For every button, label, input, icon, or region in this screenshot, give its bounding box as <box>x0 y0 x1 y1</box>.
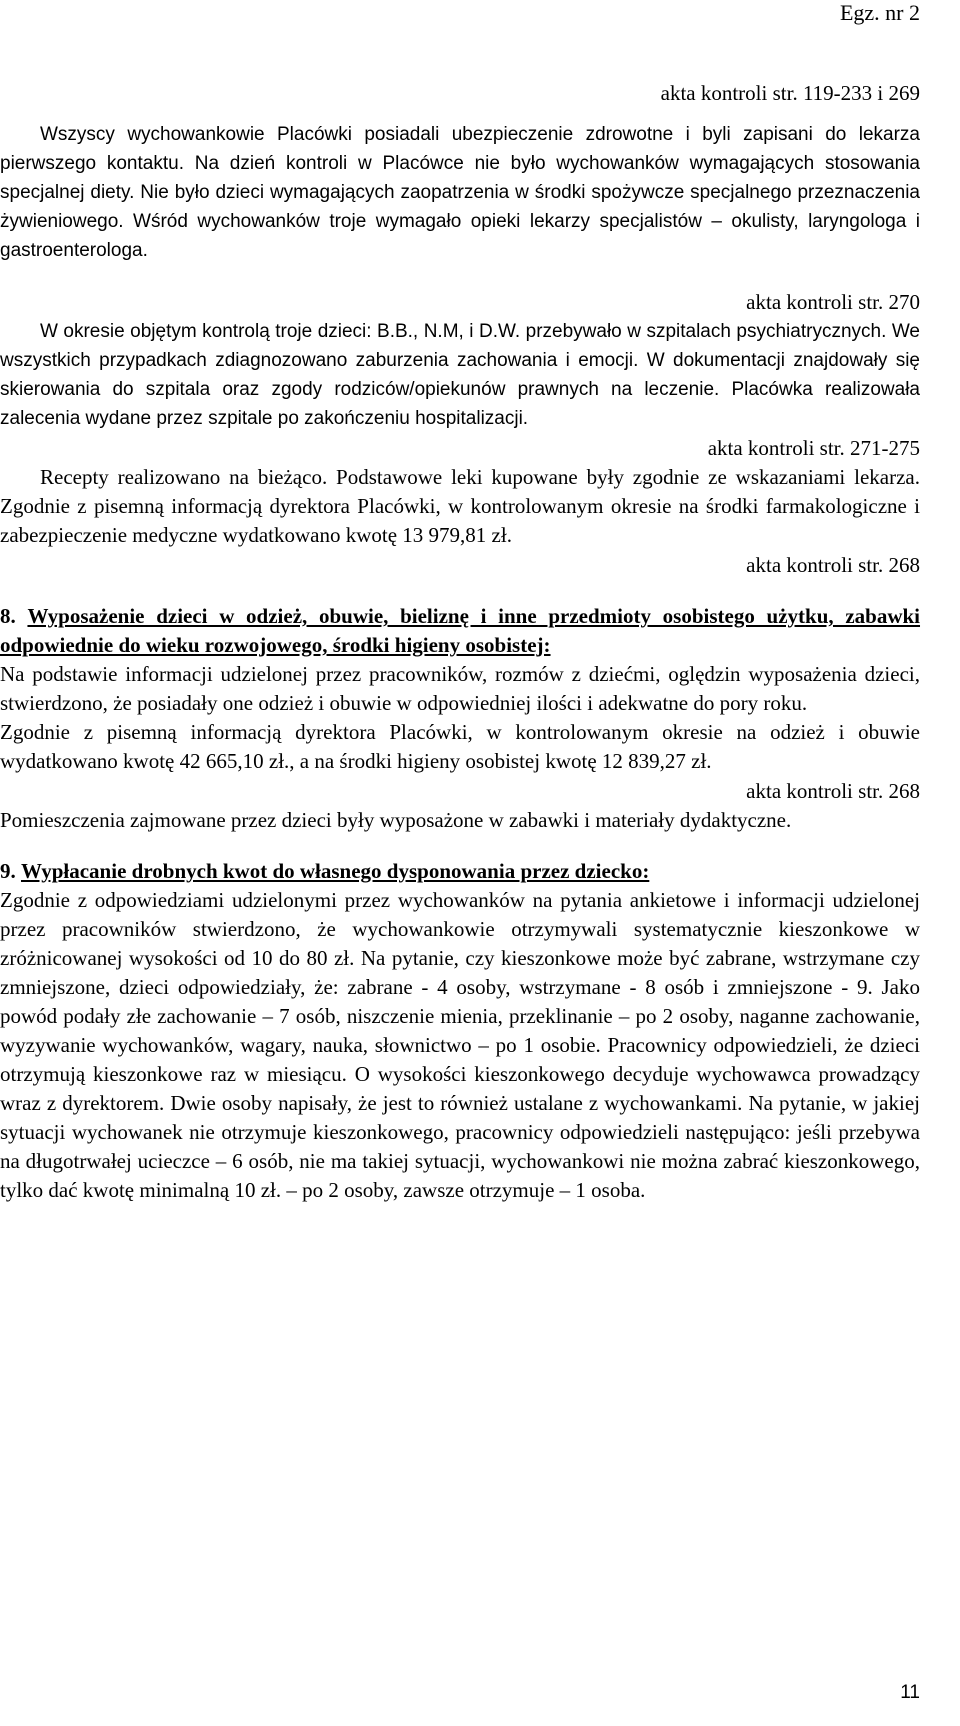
page-number: 11 <box>900 1682 920 1703</box>
section-8-heading <box>0 602 920 660</box>
section-title: Wypłacanie drobnych kwot do własnego dysponowania przez dziecko: <box>21 859 650 883</box>
paragraph-toys: Pomieszczenia zajmowane przez dzieci były wyposażone w zabawki i materiały dydaktyczne. <box>0 808 792 832</box>
document-body <box>0 78 920 1205</box>
paragraph-prescriptions: Recepty realizowano na bieżąco. Podstawowe leki kupowane były zgodnie ze wskazaniami lekarza. Zgodnie z pisemną informacją dyrektora Placówki, w kontrolowanym okresie na środki farmakologiczne i zabezpieczenie medyczne wydatkowano kwotę 13 979,81 zł. <box>0 465 920 547</box>
section-9-heading <box>0 857 920 886</box>
file-reference: akta kontroli str. 268 <box>746 779 920 803</box>
section-number: 8. <box>0 604 16 628</box>
paragraph-pocket-money: Zgodnie z odpowiedziami udzielonymi przez wychowanków na pytania ankietowe i informacji udzielonej przez pracowników stwierdzono, że wychowankowie otrzymywali systematycznie kieszonkowe w zróżnicowanej wysokości od 10 do 80 zł. Na pytanie, czy kieszonkowe może być zabrane, wstrzymane czy zmniejszone, dzieci odpowiedziały, że: zabrane - 4 osoby, wstrzymane - 8 osób i zmniejszone - 9. Jako powód podały złe zachowanie – 7 osób, niszczenie mienia, przeklinanie – po 2 osoby, naganne zachowanie, wyzywanie wychowanków, wagary, nauka, słownictwo – po 1 osobie. Pracownicy odpowiedzieli, że dzieci otrzymują kieszonkowe raz w miesiącu. O wysokości kieszonkowego decyduje wychowawca prowadzący wraz z dyrektorem. Dwie osoby napisały, że jest to również ustalane z wychowankami. Na pytanie, w jakiej sytuacji wychowanek nie otrzymuje kieszonkowego, pracownicy odpowiedzieli następująco: jeśli przebywa na długotrwałej ucieczce – 6 osób, nie ma takiej sytuacji, wychowankowi nie można zabrać kieszonkowego, tylko dać kwotę minimalną 10 zł. – po 2 osoby, zawsze otrzymuje – 1 osoba. <box>0 888 920 1202</box>
copy-number: Egz. nr 2 <box>839 0 920 25</box>
paragraph-psychiatric: W okresie objętym kontrolą troje dzieci: B.B., N.M, i D.W. przebywało w szpitalach psychiatrycznych. We wszystkich przypadkach zdiagnozowano zaburzenia zachowania i emocji. W dokumentacji znajdowały się skierowania do szpitala oraz zgody rodziców/opiekunów prawnych na leczenie. Placówka realizowała zalecenia wydane przez szpitale po zakończeniu hospitalizacji. <box>0 321 920 429</box>
section-number: 9. <box>0 859 16 883</box>
paragraph-clothing-expenses: Zgodnie z pisemną informacją dyrektora Placówki, w kontrolowanym okresie na odzież i obuwie wydatkowano kwotę 42 665,10 zł., a na środki higieny osobistej kwotę 12 839,27 zł. <box>0 720 920 773</box>
file-reference: akta kontroli str. 271-275 <box>707 436 920 460</box>
file-reference: akta kontroli str. 119-233 i 269 <box>660 81 920 105</box>
file-reference: akta kontroli str. 268 <box>746 553 920 577</box>
paragraph-health: Wszyscy wychowankowie Placówki posiadali ubezpieczenie zdrowotne i byli zapisani do lekarza pierwszego kontaktu. Na dzień kontroli w Placówce nie było wychowanków wymagających stosowania specjalnej diety. Nie było dzieci wymagających zaopatrzenia w środki spożywcze specjalnego przeznaczenia żywieniowego. Wśród wychowanków troje wymagało opieki lekarzy specjalistów – okulisty, laryngologa i gastroenterologa. <box>0 124 920 261</box>
file-reference: akta kontroli str. 270 <box>746 290 920 314</box>
paragraph-clothing: Na podstawie informacji udzielonej przez pracowników, rozmów z dziećmi, oględzin wyposażenia dzieci, stwierdzono, że posiadały one odzież i obuwie w odpowiedniej ilości i adekwatne do pory roku. <box>0 662 920 715</box>
section-title: Wyposażenie dzieci w odzież, obuwie, bieliznę i inne przedmioty osobistego użytku, zabawki odpowiednie do wieku rozwojowego, środki higieny osobistej: <box>0 604 921 657</box>
